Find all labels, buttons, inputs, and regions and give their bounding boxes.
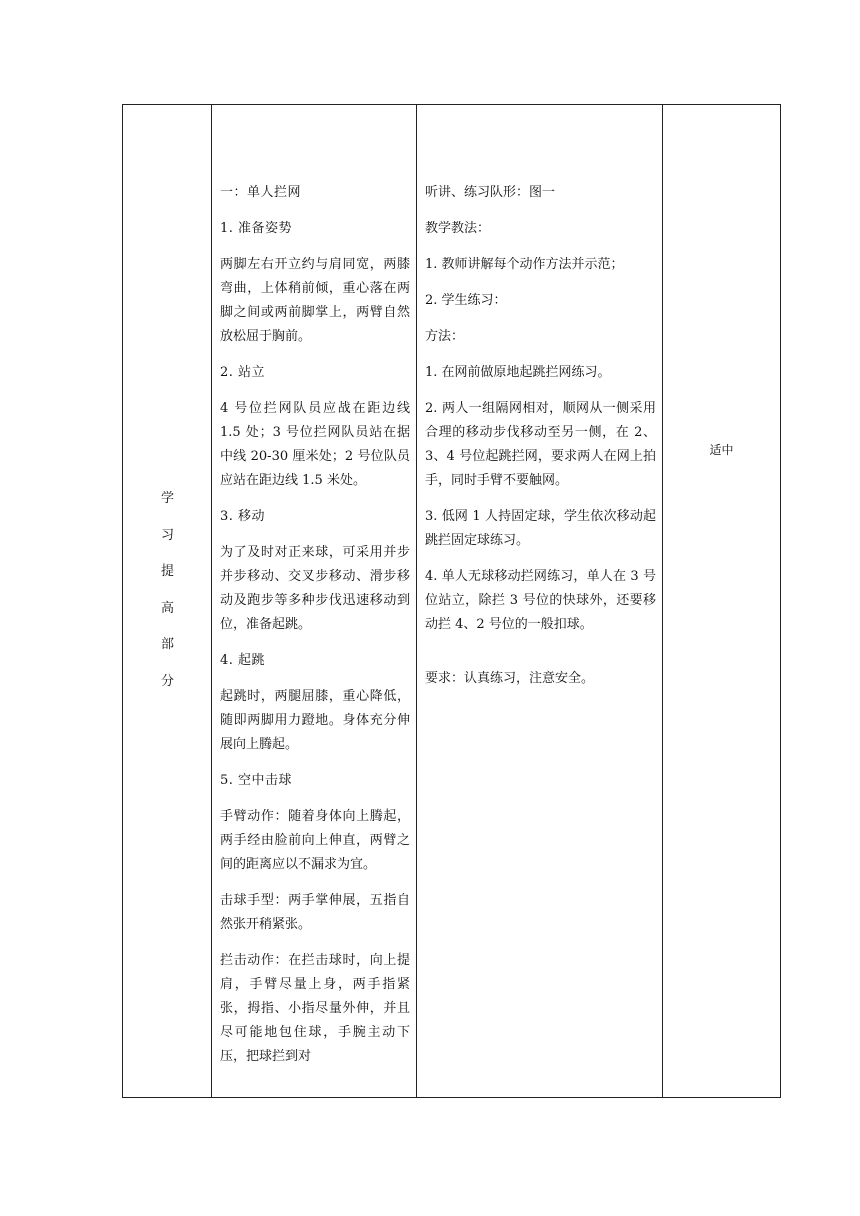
section-label-char: 提 — [160, 564, 174, 579]
rating-cell — [663, 105, 780, 1097]
method-paragraph: 2. 学生练习： — [425, 293, 507, 308]
method-requirement: 要求：认真练习，注意安全。 — [425, 671, 595, 686]
section-label-char: 习 — [160, 527, 174, 543]
section-label-char: 部 — [160, 637, 174, 652]
section-label — [123, 481, 212, 700]
content-subheading: 3. 移动 — [220, 509, 266, 524]
content-paragraph: 手臂动作：随着身体向上腾起，两手经由脸前向上伸直，两臂之间的距离应以不漏求为宜。 — [220, 809, 410, 872]
method-paragraph: 方法： — [425, 329, 465, 344]
method-paragraph: 1. 在网前做原地起跳拦网练习。 — [425, 365, 611, 380]
content-heading: 一：单人拦网 — [220, 185, 302, 200]
section-label-cell — [123, 105, 212, 1097]
section-label-char: 高 — [160, 600, 174, 616]
teaching-content — [220, 181, 410, 1081]
teaching-method-cell — [417, 105, 663, 1097]
content-paragraph: 击球手型：两手掌伸展，五指自然张开稍紧张。 — [220, 893, 410, 932]
method-paragraph: 听讲、练习队形：图一 — [425, 185, 556, 200]
content-paragraph: 起跳时，两腿屈膝，重心降低，随即两脚用力蹬地。身体充分伸展向上腾起。 — [220, 689, 410, 752]
method-paragraph: 教学教法： — [425, 221, 491, 236]
section-label-char: 分 — [160, 673, 174, 689]
lesson-plan-table — [122, 104, 781, 1098]
teaching-content-cell — [212, 105, 417, 1097]
method-paragraph: 4. 单人无球移动拦网练习，单人在 3 号位站立，除拦 3 号位的快球外，还要移动拦 4、2 号位的一般扣球。 — [425, 569, 656, 632]
content-subheading: 5. 空中击球 — [220, 773, 293, 788]
method-paragraph: 3. 低网 1 人持固定球，学生依次移动起跳拦固定球练习。 — [425, 509, 656, 548]
content-paragraph: 拦击动作：在拦击球时，向上提肩，手臂尽量上身，两手指紧张，拇指、小指尽量外伸，并且尽可能地包住球，手腕主动下压，把球拦到对 — [220, 953, 410, 1064]
rating-value: 适中 — [709, 443, 734, 457]
content-paragraph: 两脚左右开立约与肩同宽，两膝弯曲，上体稍前倾，重心落在两脚之间或两前脚掌上，两臂自然放松屈于胸前。 — [220, 257, 410, 344]
content-paragraph: 4 号位拦网队员应战在距边线 1.5 处；3 号位拦网队员站在据中线 20-30 厘米处；2 号位队员应站在距边线 1.5 米处。 — [220, 401, 410, 488]
section-label-char: 学 — [160, 491, 174, 506]
method-paragraph: 2. 两人一组隔网相对，顺网从一侧采用合理的移动步伐移动至另一侧，在 2、3、4 号位起跳拦网，要求两人在网上拍手，同时手臂不要触网。 — [425, 401, 656, 488]
teaching-method — [425, 181, 656, 703]
content-subheading: 4. 起跳 — [220, 653, 266, 668]
content-paragraph: 为了及时对正来球，可采用并步并步移动、交叉步移动、滑步移动及跑步等多种步伐迅速移动到位，准备起跳。 — [220, 545, 410, 632]
content-subheading: 1. 准备姿势 — [220, 221, 293, 236]
method-paragraph: 1. 教师讲解每个动作方法并示范； — [425, 257, 624, 272]
content-subheading: 2. 站立 — [220, 365, 266, 380]
